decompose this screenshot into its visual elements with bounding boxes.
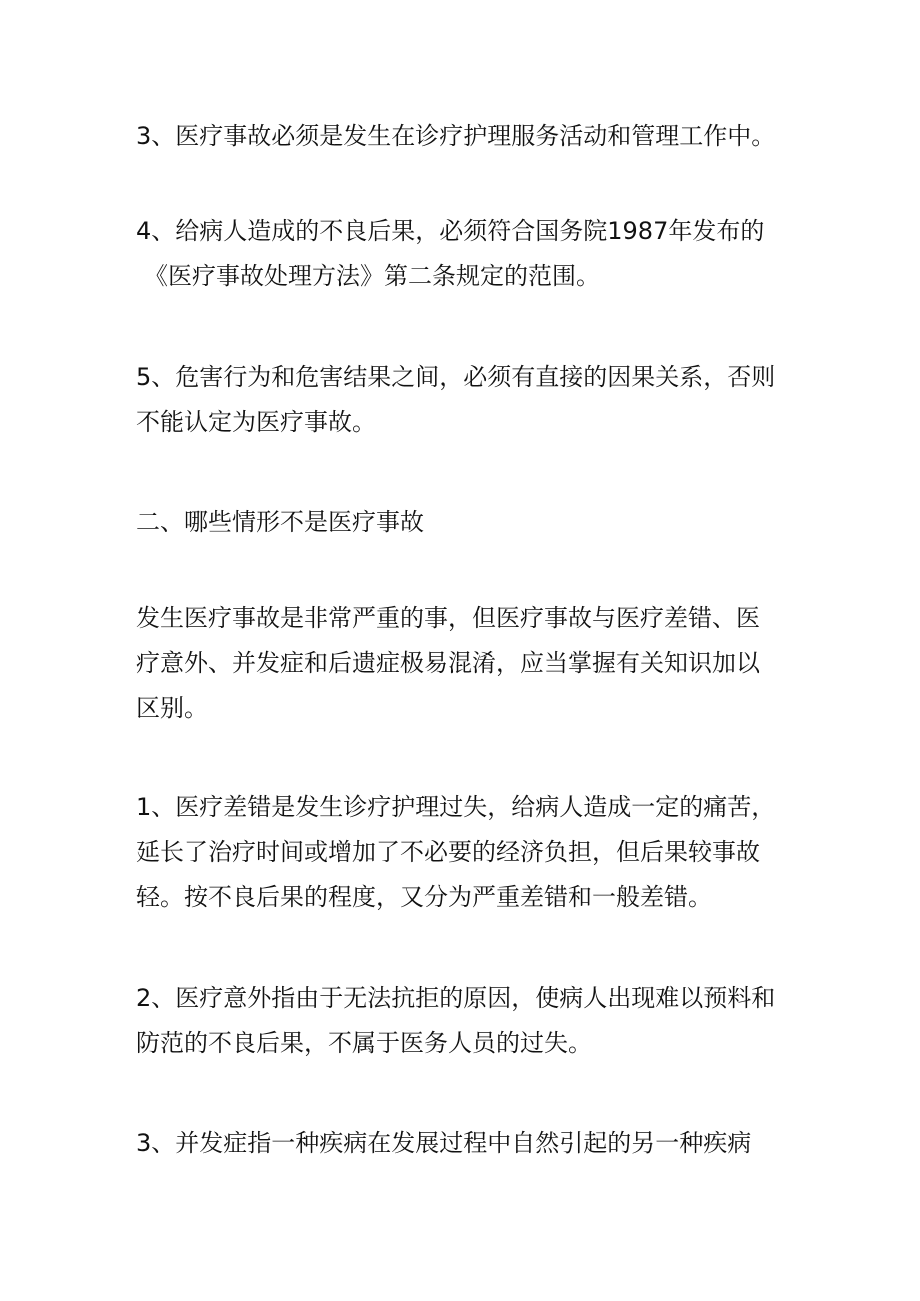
text-line: 3、医疗事故必须是发生在诊疗护理服务活动和管理工作中。: [136, 122, 776, 150]
text-line: 轻。按不良后果的程度，又分为严重差错和一般差错。: [136, 883, 712, 911]
text-line: 发生医疗事故是非常严重的事，但医疗事故与医疗差错、医: [136, 604, 760, 632]
paragraph-intro-distinction: [136, 596, 796, 731]
text-line: 3、并发症指一种疾病在发展过程中自然引起的另一种疾病: [136, 1129, 752, 1157]
text-line: 2、医疗意外指由于无法抗拒的原因，使病人出现难以预料和: [136, 984, 776, 1012]
paragraph-item-2-medical-accident: [136, 976, 796, 1066]
text-line: 1、医疗差错是发生诊疗护理过失，给病人造成一定的痛苦，: [136, 793, 776, 821]
text-line: 疗意外、并发症和后遗症极易混淆，应当掌握有关知识加以: [136, 649, 760, 677]
text-line: 防范的不良后果，不属于医务人员的过失。: [136, 1029, 592, 1057]
paragraph-item-3-occurrence: [136, 114, 796, 159]
paragraph-item-4-consequence: [136, 209, 796, 299]
paragraph-item-3-complication: [136, 1121, 796, 1166]
text-line: 延长了治疗时间或增加了不必要的经济负担，但后果较事故: [136, 838, 760, 866]
text-line: 《医疗事故处理方法》第二条规定的范围。: [144, 262, 600, 290]
section-heading: [136, 500, 796, 545]
text-line: 4、给病人造成的不良后果，必须符合国务院1987年发布的: [136, 217, 765, 245]
text-line: 5、危害行为和危害结果之间，必须有直接的因果关系，否则: [136, 363, 776, 391]
paragraph-item-1-medical-error: [136, 785, 796, 920]
text-line: 不能认定为医疗事故。: [136, 408, 376, 436]
text-line: 二、哪些情形不是医疗事故: [136, 508, 424, 536]
paragraph-item-5-causality: [136, 355, 796, 445]
text-line: 区别。: [136, 694, 208, 722]
